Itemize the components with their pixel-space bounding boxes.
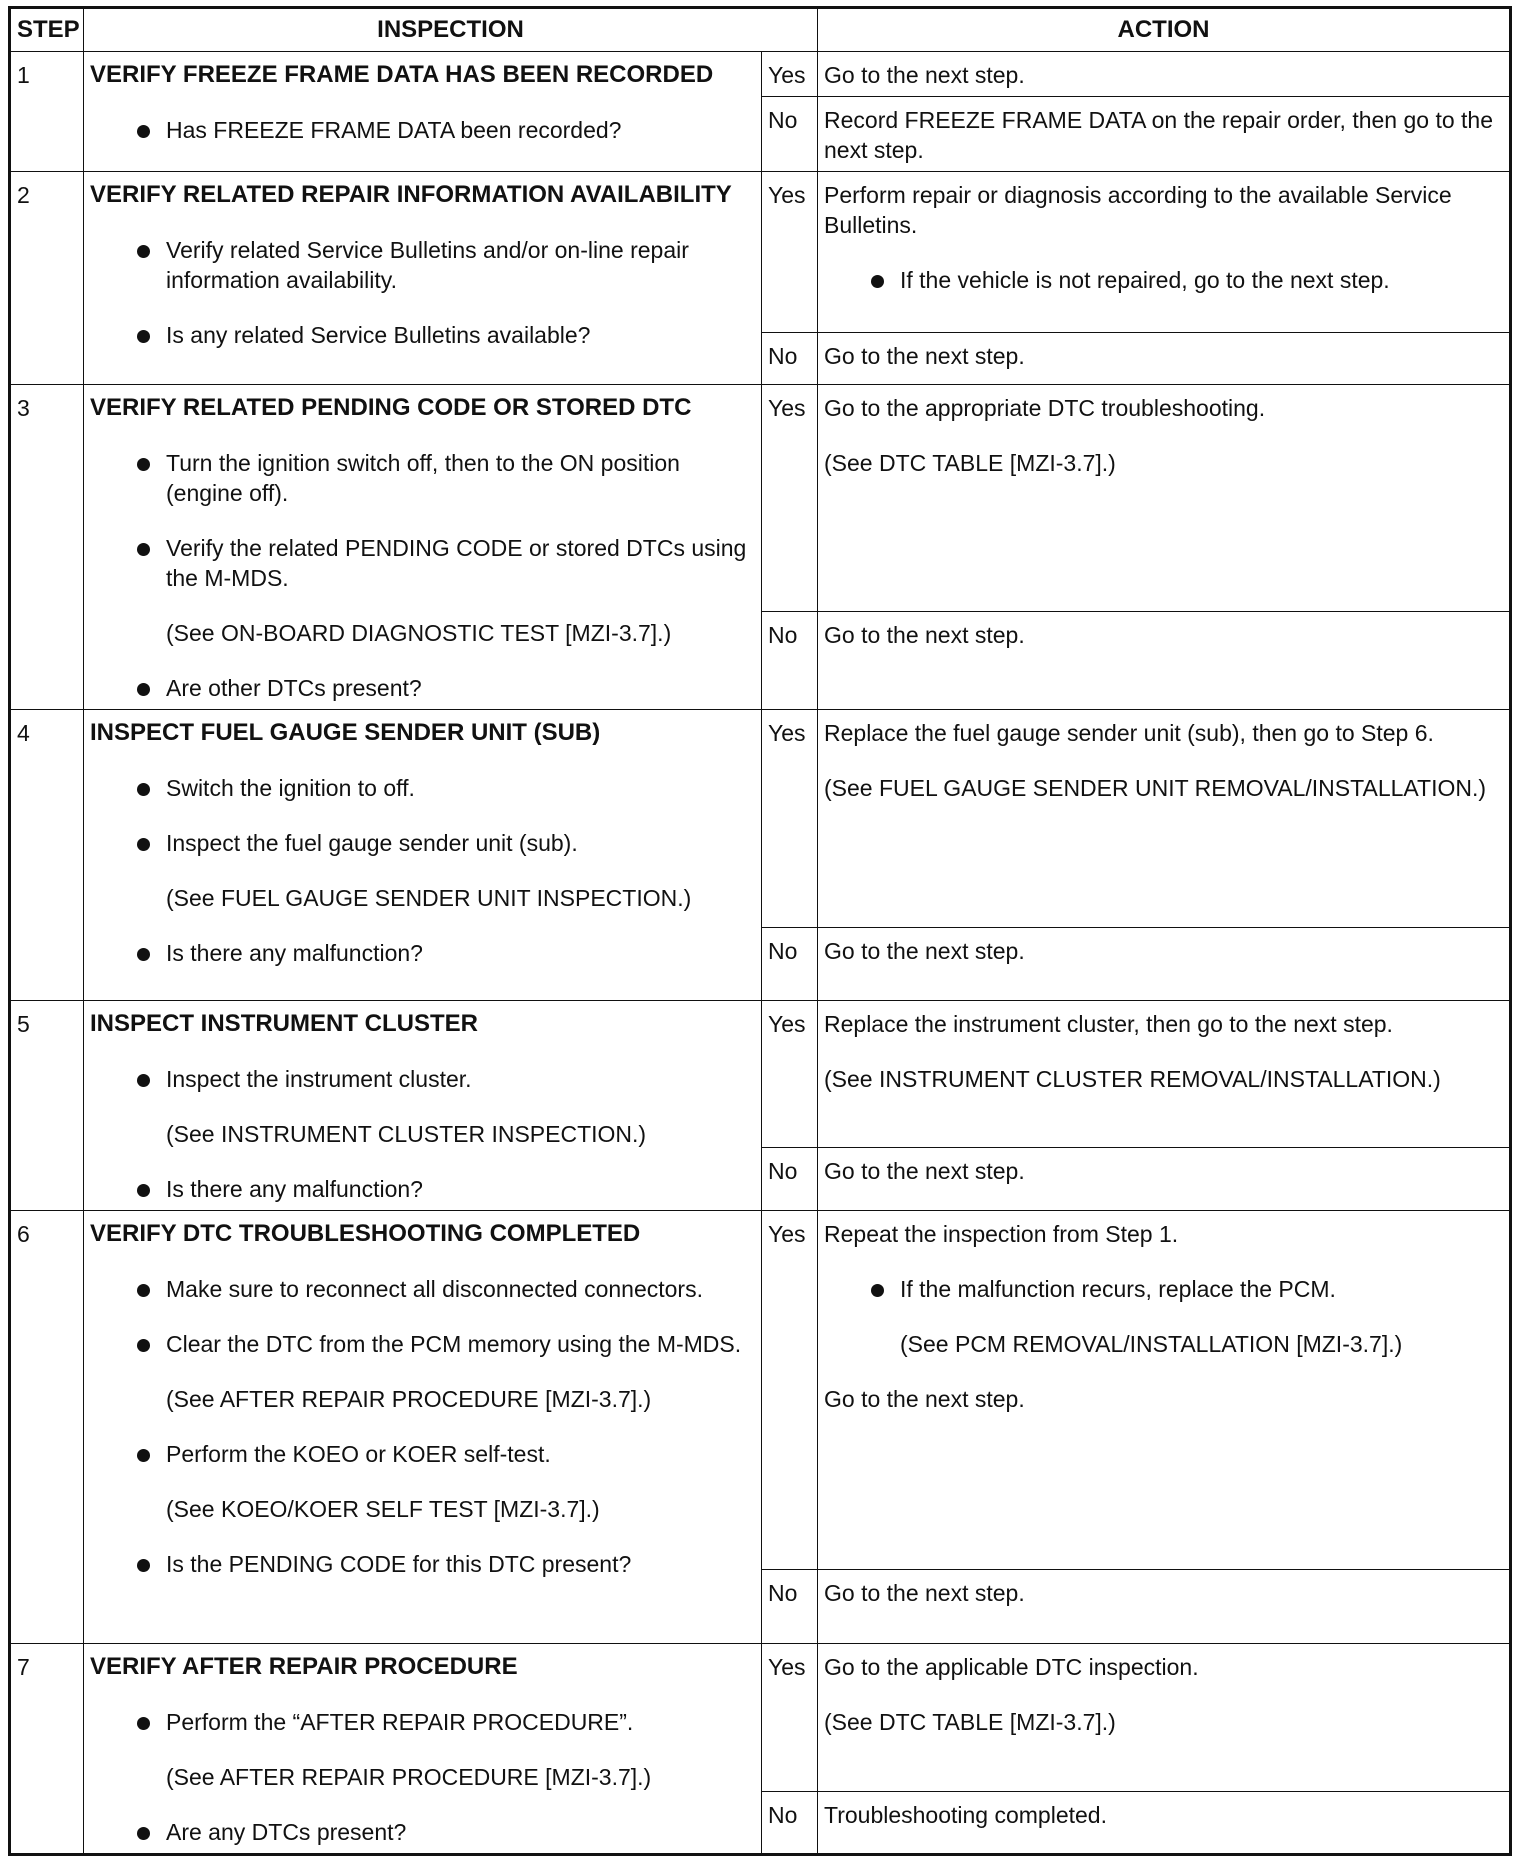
bullet-item: Inspect the fuel gauge sender unit (sub). [90,828,755,858]
action-bullet: If the malfunction recurs, replace the PCM. [824,1274,1503,1304]
bullet-item: Perform the KOEO or KOER self-test. [90,1439,755,1469]
bullet-item: Inspect the instrument cluster. [90,1064,755,1094]
step-title: VERIFY RELATED REPAIR INFORMATION AVAILABILITY [90,181,732,208]
no-action: Go to the next step. [818,928,1511,1001]
see-reference: (See FUEL GAUGE SENDER UNIT INSPECTION.) [166,885,692,911]
step-title: INSPECT INSTRUMENT CLUSTER [90,1010,479,1037]
diagnostic-table [8,6,1512,1856]
no-action: Go to the next step. [818,333,1511,385]
action-see: (See DTC TABLE [MZI-3.7].) [824,450,1116,476]
yes-label: Yes [762,1644,818,1792]
no-action: Go to the next step. [818,612,1511,710]
bullet-item: Verify related Service Bulletins and/or on-line repair information availability. [90,235,755,295]
yes-action [818,1211,1511,1570]
step-row [10,385,1511,612]
yes-action [818,172,1511,333]
no-label: No [762,928,818,1001]
bullet-item: Is any related Service Bulletins available? [90,320,755,350]
bullet-item: Are other DTCs present? [90,673,755,703]
step-title: VERIFY DTC TROUBLESHOOTING COMPLETED [90,1220,641,1247]
inspection-cell [84,1211,762,1644]
yes-label: Yes [762,385,818,612]
step-number: 7 [10,1644,84,1855]
action-text: Replace the instrument cluster, then go to the next step. [824,1011,1393,1037]
step-title: VERIFY RELATED PENDING CODE OR STORED DTC [90,394,692,421]
step-title: VERIFY AFTER REPAIR PROCEDURE [90,1653,518,1680]
action-text: Go to the appropriate DTC troubleshooting. [824,395,1266,421]
bullet-item: Clear the DTC from the PCM memory using the M-MDS. [90,1329,755,1359]
step-title: VERIFY FREEZE FRAME DATA HAS BEEN RECORDED [90,61,714,88]
see-reference: (See KOEO/KOER SELF TEST [MZI-3.7].) [166,1496,600,1522]
action-see: (See FUEL GAUGE SENDER UNIT REMOVAL/INSTALLATION.) [824,775,1487,801]
see-reference: (See AFTER REPAIR PROCEDURE [MZI-3.7].) [166,1764,652,1790]
bullet-item: Perform the “AFTER REPAIR PROCEDURE”. [90,1707,755,1737]
no-action: Record FREEZE FRAME DATA on the repair order, then go to the next step. [818,97,1511,172]
step-row [10,710,1511,928]
yes-action [818,710,1511,928]
step-number: 1 [10,52,84,172]
header-step: STEP [10,8,84,52]
see-reference: (See ON-BOARD DIAGNOSTIC TEST [MZI-3.7].) [166,620,672,646]
no-action: Troubleshooting completed. [818,1792,1511,1855]
action-text: Go to the applicable DTC inspection. [824,1654,1199,1680]
yes-action [818,52,1511,97]
step-number: 4 [10,710,84,1001]
action-see: (See PCM REMOVAL/INSTALLATION [MZI-3.7].) [900,1331,1403,1357]
step-row [10,1211,1511,1570]
step-number: 2 [10,172,84,385]
step-row [10,1001,1511,1148]
yes-action [818,385,1511,612]
no-label: No [762,1792,818,1855]
no-label: No [762,1570,818,1644]
yes-action [818,1001,1511,1148]
step-row [10,52,1511,97]
bullet-item: Is there any malfunction? [90,1174,755,1204]
action-text: Replace the fuel gauge sender unit (sub), then go to Step 6. [824,720,1434,746]
action-text: Go to the next step. [824,1386,1025,1412]
inspection-cell [84,172,762,385]
bullet-item: Make sure to reconnect all disconnected connectors. [90,1274,755,1304]
yes-label: Yes [762,710,818,928]
header-inspection: INSPECTION [84,8,818,52]
action-bullet: If the vehicle is not repaired, go to the next step. [824,265,1503,295]
step-row [10,1644,1511,1792]
bullet-item: Switch the ignition to off. [90,773,755,803]
step-number: 3 [10,385,84,710]
bullet-item: Verify the related PENDING CODE or stored DTCs using the M-MDS. [90,533,755,593]
action-text: Go to the next step. [824,62,1025,88]
step-number: 6 [10,1211,84,1644]
header-action: ACTION [818,8,1511,52]
see-reference: (See INSTRUMENT CLUSTER INSPECTION.) [166,1121,647,1147]
action-text: Perform repair or diagnosis according to the available Service Bulletins. [824,182,1452,238]
see-reference: (See AFTER REPAIR PROCEDURE [MZI-3.7].) [166,1386,652,1412]
bullet-item: Turn the ignition switch off, then to the ON position (engine off). [90,448,755,508]
yes-label: Yes [762,1211,818,1570]
no-action: Go to the next step. [818,1570,1511,1644]
bullet-item: Is there any malfunction? [90,938,755,968]
inspection-cell [84,385,762,710]
header-row [10,8,1511,52]
inspection-cell [84,710,762,1001]
no-label: No [762,97,818,172]
yes-label: Yes [762,1001,818,1148]
action-see: (See DTC TABLE [MZI-3.7].) [824,1709,1116,1735]
step-row [10,172,1511,333]
step-number: 5 [10,1001,84,1211]
bullet-item: Are any DTCs present? [90,1817,755,1847]
bullet-item: Is the PENDING CODE for this DTC present? [90,1549,755,1579]
no-label: No [762,333,818,385]
no-action: Go to the next step. [818,1148,1511,1211]
step-title: INSPECT FUEL GAUGE SENDER UNIT (SUB) [90,719,601,746]
bullet-item: Has FREEZE FRAME DATA been recorded? [90,115,755,145]
no-label: No [762,1148,818,1211]
yes-action [818,1644,1511,1792]
yes-label: Yes [762,52,818,97]
action-text: Repeat the inspection from Step 1. [824,1221,1179,1247]
inspection-cell [84,52,762,172]
no-label: No [762,612,818,710]
yes-label: Yes [762,172,818,333]
inspection-cell [84,1001,762,1211]
inspection-cell [84,1644,762,1855]
action-see: (See INSTRUMENT CLUSTER REMOVAL/INSTALLATION.) [824,1066,1441,1092]
